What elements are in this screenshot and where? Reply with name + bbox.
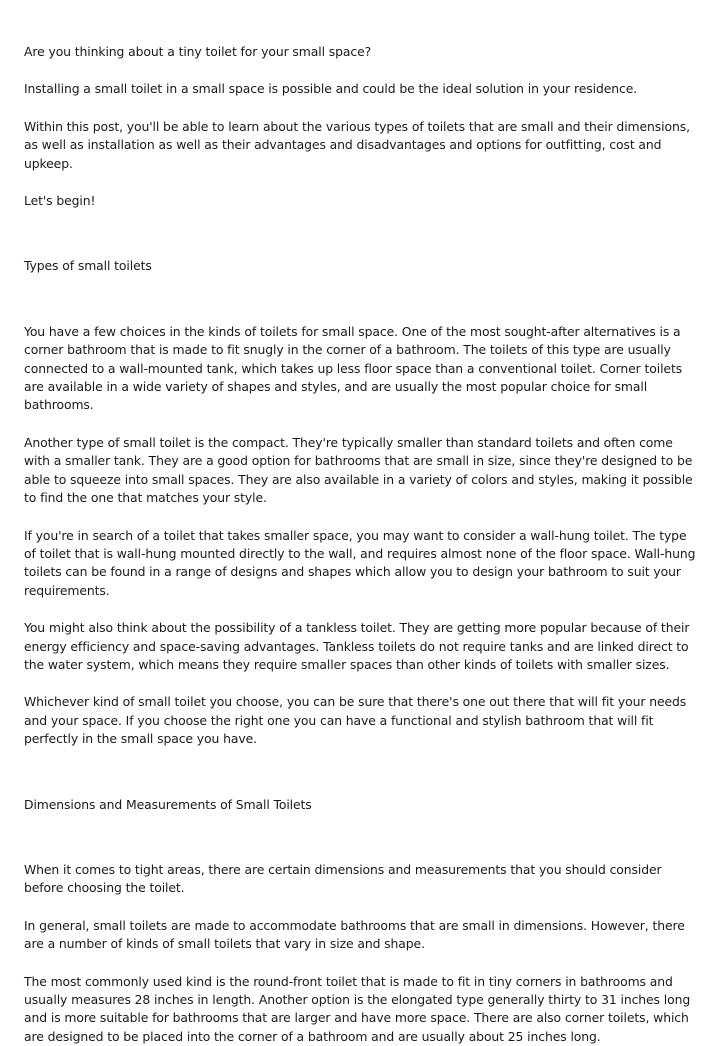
- section-heading-types: Types of small toilets: [24, 258, 152, 274]
- body-paragraph: You might also think about the possibility of a tankless toilet. They are getting more popular because of their energy efficiency and space-saving advantages. Tankless toilets do not require tanks and are linked direct to the water system, which means they require smaller spaces than other kinds of toilets with smaller sizes.: [24, 620, 690, 672]
- intro-question: Are you thinking about a tiny toilet for your small space?: [24, 44, 372, 59]
- body-paragraph: The most commonly used kind is the round-front toilet that is made to fit in tiny corners in bathrooms and usually measures 28 inches in length. Another option is the elongated type generally thirty to 31 inches long and is more suitable for bathrooms that are larger and have more space. There are also corner toilets, which are designed to be placed into the corner of a bathroom and are usually about 25 inches long.: [24, 973, 691, 1044]
- body-paragraph: You have a few choices in the kinds of toilets for small space. One of the most sought-after alternatives is a corner bathroom that is made to fit snugly in the corner of a bathroom. The toilets of this type are usually connected to a wall-mounted tank, which takes up less floor space than a conventional toilet. Corner toilets are available in a wide variety of shapes and styles, and are usually the most popular choice for small bathrooms.: [24, 323, 683, 413]
- intro-paragraph: Installing a small toilet in a small space is possible and could be the ideal solution in your residence.: [24, 81, 638, 97]
- body-paragraph: When it comes to tight areas, there are certain dimensions and measurements that you should consider before choosing the toilet.: [24, 861, 662, 896]
- intro-paragraph: Within this post, you'll be able to learn about the various types of toilets that are small and their dimensions, as well as installation as well as their advantages and disadvantages and options for outfitting, cost and upkeep.: [24, 118, 690, 171]
- section-heading-dimensions: Dimensions and Measurements of Small Toilets: [24, 796, 312, 812]
- intro-lets-begin: Let's begin!: [24, 193, 96, 209]
- body-paragraph: Whichever kind of small toilet you choose, you can be sure that there's one out there that will fit your needs and your space. If you choose the right one you can have a functional and stylish bathroom that will fit perfectly in the small space you have.: [24, 694, 687, 747]
- body-paragraph: In general, small toilets are made to accommodate bathrooms that are small in dimensions. However, there are a number of kinds of small toilets that vary in size and shape.: [24, 917, 685, 952]
- body-paragraph: If you're in search of a toilet that takes smaller space, you may want to consider a wall-hung toilet. The type of toilet that is wall-hung mounted directly to the wall, and requires almost none of the floor space. Wall-hung toilets can be found in a range of designs and shapes which allow you to design your bathroom to suit your requirements.: [24, 527, 696, 598]
- body-paragraph: Another type of small toilet is the compact. They're typically smaller than standard toilets and often come with a smaller tank. They are a good option for bathrooms that are small in size, since they're designed to be able to squeeze into small spaces. They are also available in a variety of colors and styles, making it possible to find the one that matches your style.: [24, 434, 693, 506]
